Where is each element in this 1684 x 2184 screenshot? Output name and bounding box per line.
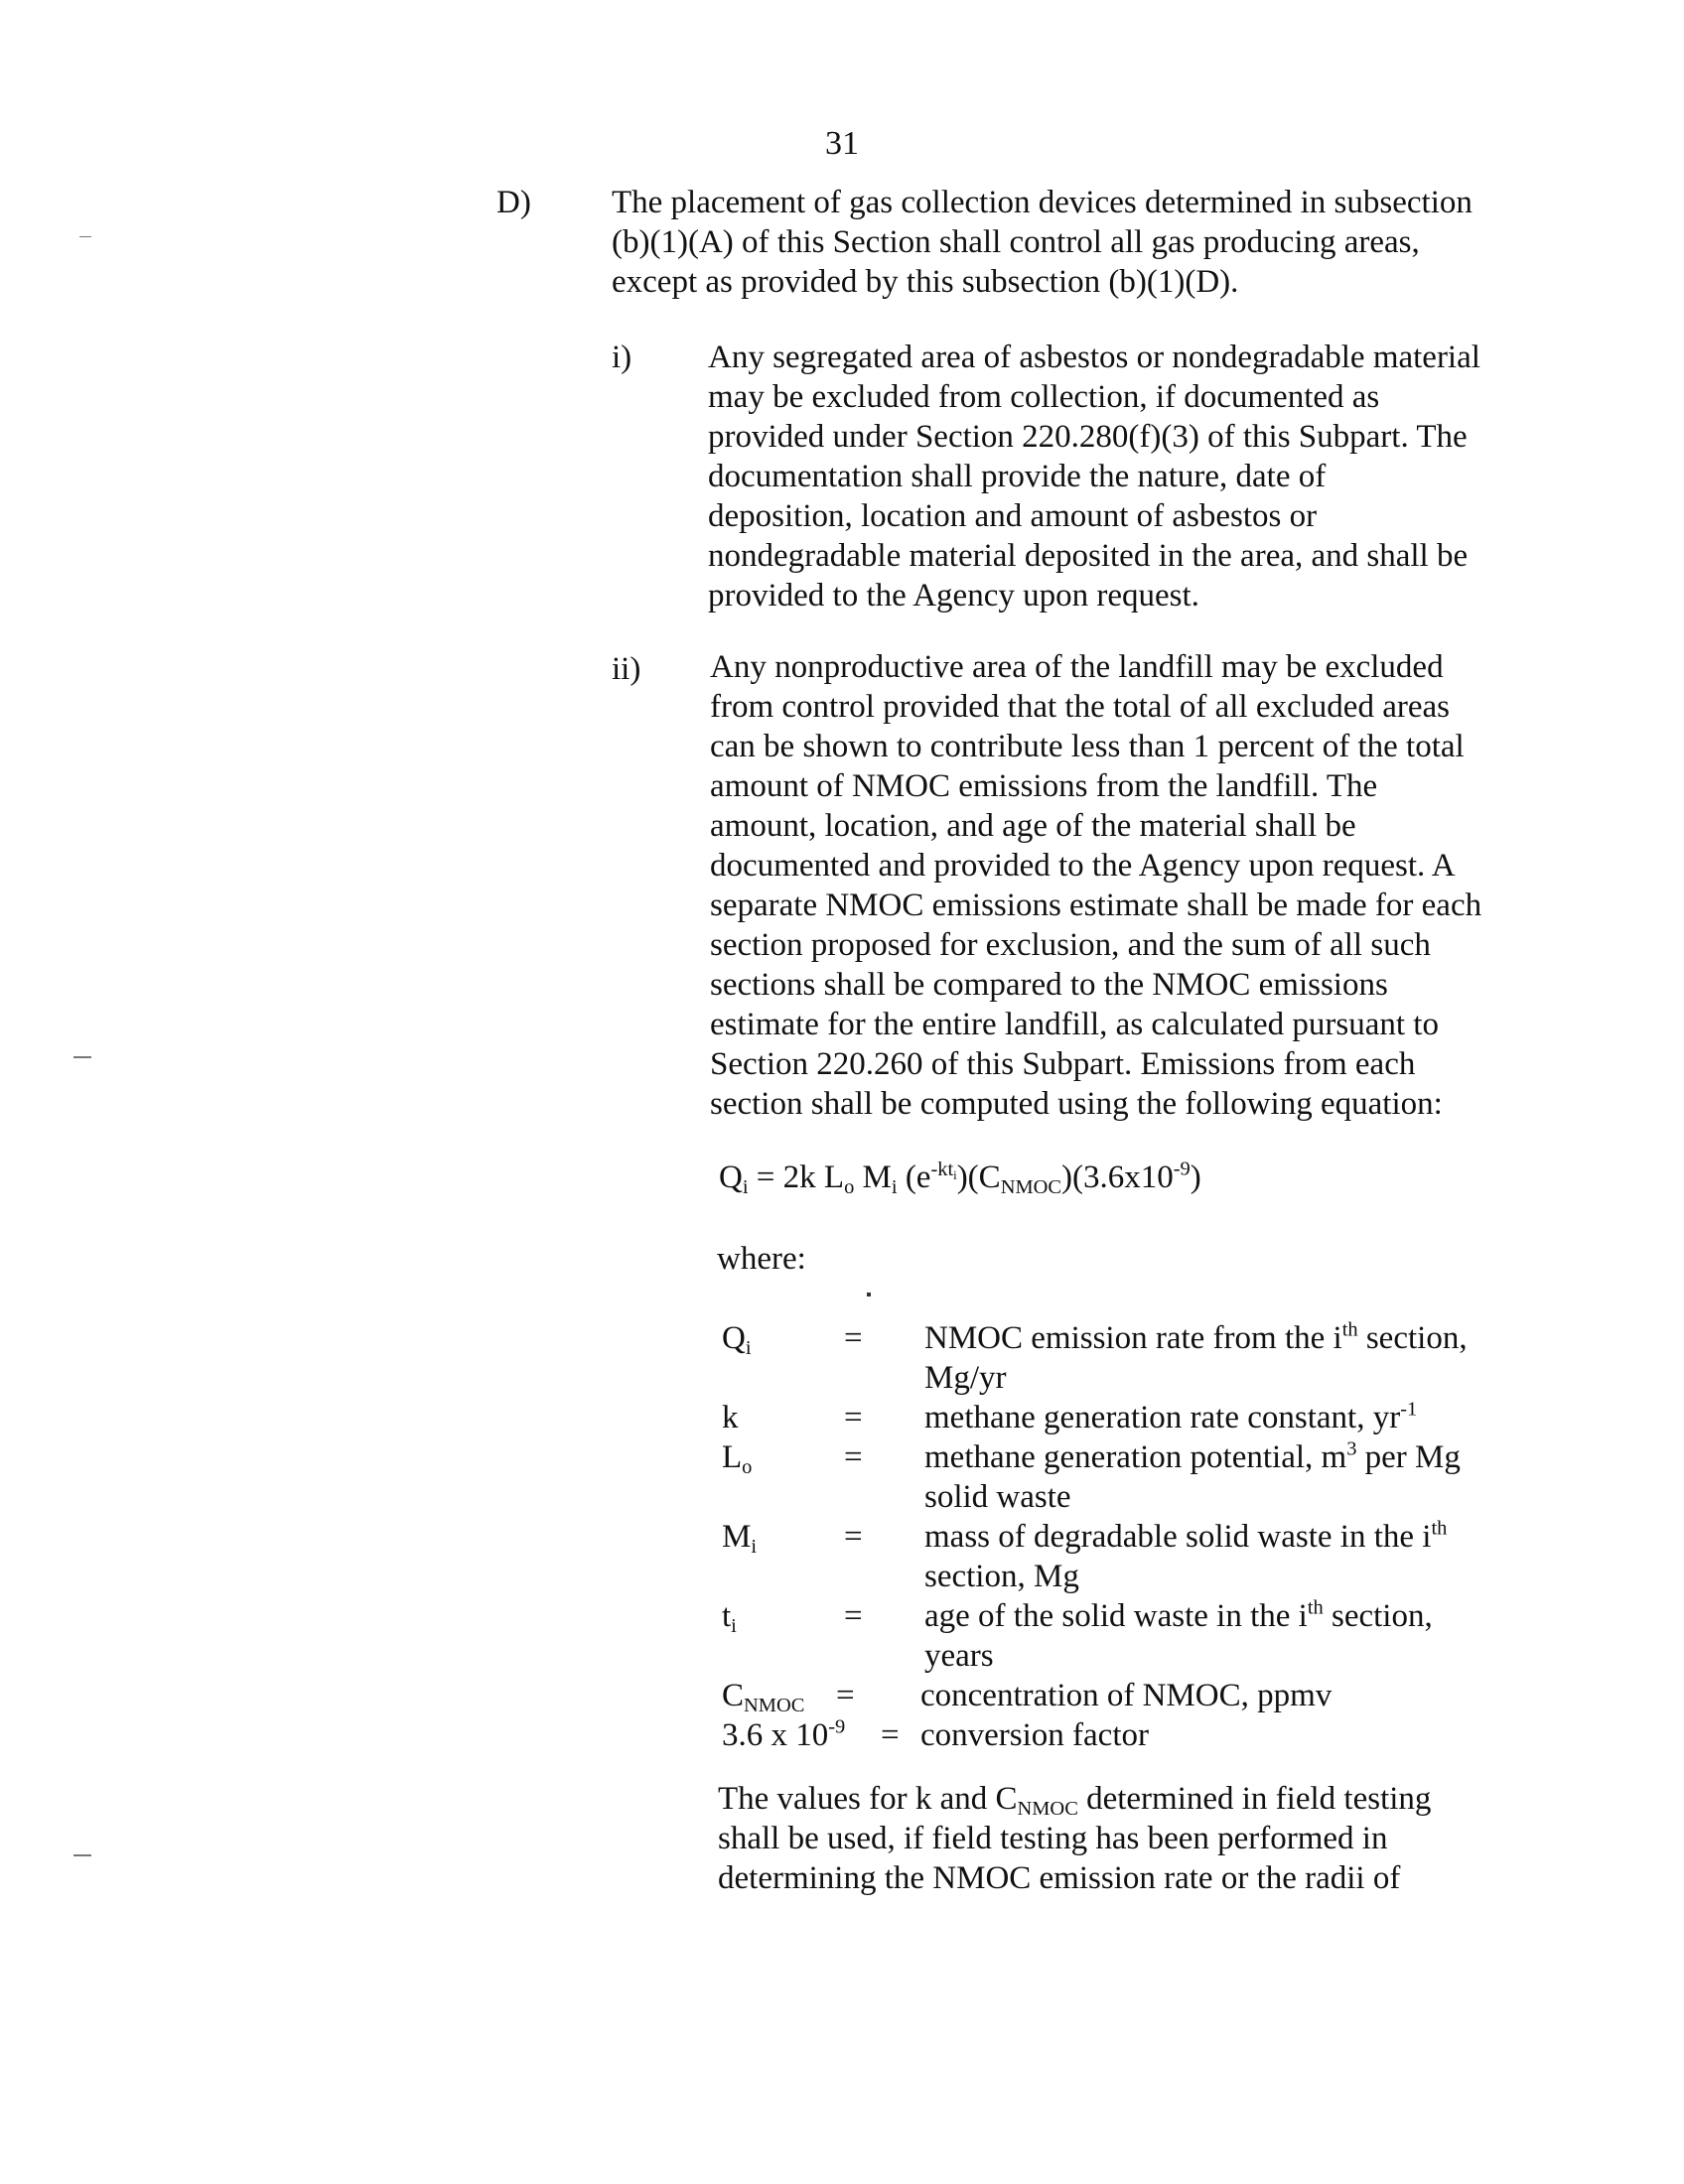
stray-mark [867,1293,871,1297]
text-line: documented and provided to the Agency upon request. A [710,848,1456,884]
item-ii-paragraph [710,647,1481,1124]
page-number: 31 [825,125,859,162]
text-line: estimate for the entire landfill, as calculated pursuant to [710,1007,1439,1042]
text-line: Section 220.260 of this Subpart. Emissions from each [710,1046,1416,1082]
text-line: provided to the Agency upon request. [708,578,1199,614]
text-line: Any segregated area of asbestos or nondegradable material [708,340,1480,375]
text-line: section shall be computed using the following equation: [710,1086,1443,1122]
text-line: sections shall be compared to the NMOC emissions [710,967,1388,1003]
text-line: provided under Section 220.280(f)(3) of this Subpart. The [708,419,1468,455]
text-line: documentation shall provide the nature, date of [708,459,1327,494]
document-page: 31 D) The placement of gas collection devices determined in subsection (b)(1)(A) of this Section shall control all gas producing areas, except as provided by this subsection (b)(1)(D). i) Any segregated area of asbestos or nondegradable material may be excluded from collection, if documented as provided under Section 220.280(f)(3) of this Subpart. The documentation shall provide the nature, date of deposition, location and amount of asbestos or nondegradable material deposited in the area, and shall be provided to the Agency upon request. ii) Any nonproductive area of the landfill may be excluded from control provided that the total of all excluded areas can be shown to contribute less than 1 percent of the total amount of NMOC emissions from the landfill. The amount, location, and age of the material shall be documented and provided to the Agency upon request. A separate NMOC emissions estimate shall be made for each section proposed for exclusion, and the sum of all such sections shall be compared to the NMOC emissions estimate for the entire landfill, as calculated pursuant to Section 220.260 of this Subpart. Emissions from each section shall be computed using the following equation: $Q_i = 2k$ $L_o$ $M_i$ $(e^{-kt_i})(C_{NMOC})(3.6x10^{-9})$ where: $Q_i$ = NMOC emission rate from the $i^{th}$ section, Mg/yr k = methane generation rate constant, $yr^{-1}$ $L_o$ = methane generation potential, $m^3$ per Mg solid waste $M_i$ = mass of degradable solid waste in the $i^{th}$ section, Mg $t_i$ = age of the solid waste in the $i^{th}$ section, years $C_{NMOC}$ = concentration of NMOC, ppmv 3.6 x $10^{-9}$ = conversion factor The values for k and $C_{NMOC}$ determined in field testing shall be used, if field testing has been performed in determining the NMOC emission rate or the radii of [0,0,1684,2184]
margin-mark [73,1056,91,1058]
text-line: (b)(1)(A) of this Section shall control all gas producing areas, [612,224,1420,260]
text-line: deposition, location and amount of asbestos or [708,498,1318,534]
text-line: may be excluded from collection, if documented as [708,379,1380,415]
text-line: except as provided by this subsection (b)(1)(D). [612,264,1239,300]
item-i-label: i) [612,340,632,375]
text-line: separate NMOC emissions estimate shall be made for each [710,887,1482,923]
emission-equation: $Q_i = 2k$ $L_o$ $M_i$ $(e^{-kt_i})(C_{NMOC})(3.6x10^{-9})$ [719,1158,1201,1199]
where-label: where: [717,1241,806,1277]
margin-mark [73,1854,91,1856]
text-line: amount of NMOC emissions from the landfill. The [710,768,1378,804]
text-line: section proposed for exclusion, and the sum of all such [710,927,1431,963]
section-d-paragraph [612,183,1473,302]
text-line: can be shown to contribute less than 1 percent of the total [710,729,1465,764]
text-line: amount, location, and age of the material shall be [710,808,1356,844]
item-i-paragraph [708,338,1480,615]
text-line: The placement of gas collection devices determined in subsection [612,185,1473,220]
text-line: nondegradable material deposited in the area, and shall be [708,538,1469,574]
section-d-label: D) [496,185,531,220]
text-line: Any nonproductive area of the landfill may be excluded [710,649,1444,685]
item-ii-label: ii) [612,651,641,687]
margin-mark [79,236,91,237]
closing-paragraph: The values for k and $C_{NMOC}$ determined in field testing shall be used, if field testing has been performed in determining the NMOC emission rate or the radii of [718,1781,1432,1896]
text-line: from control provided that the total of all excluded areas [710,689,1450,725]
